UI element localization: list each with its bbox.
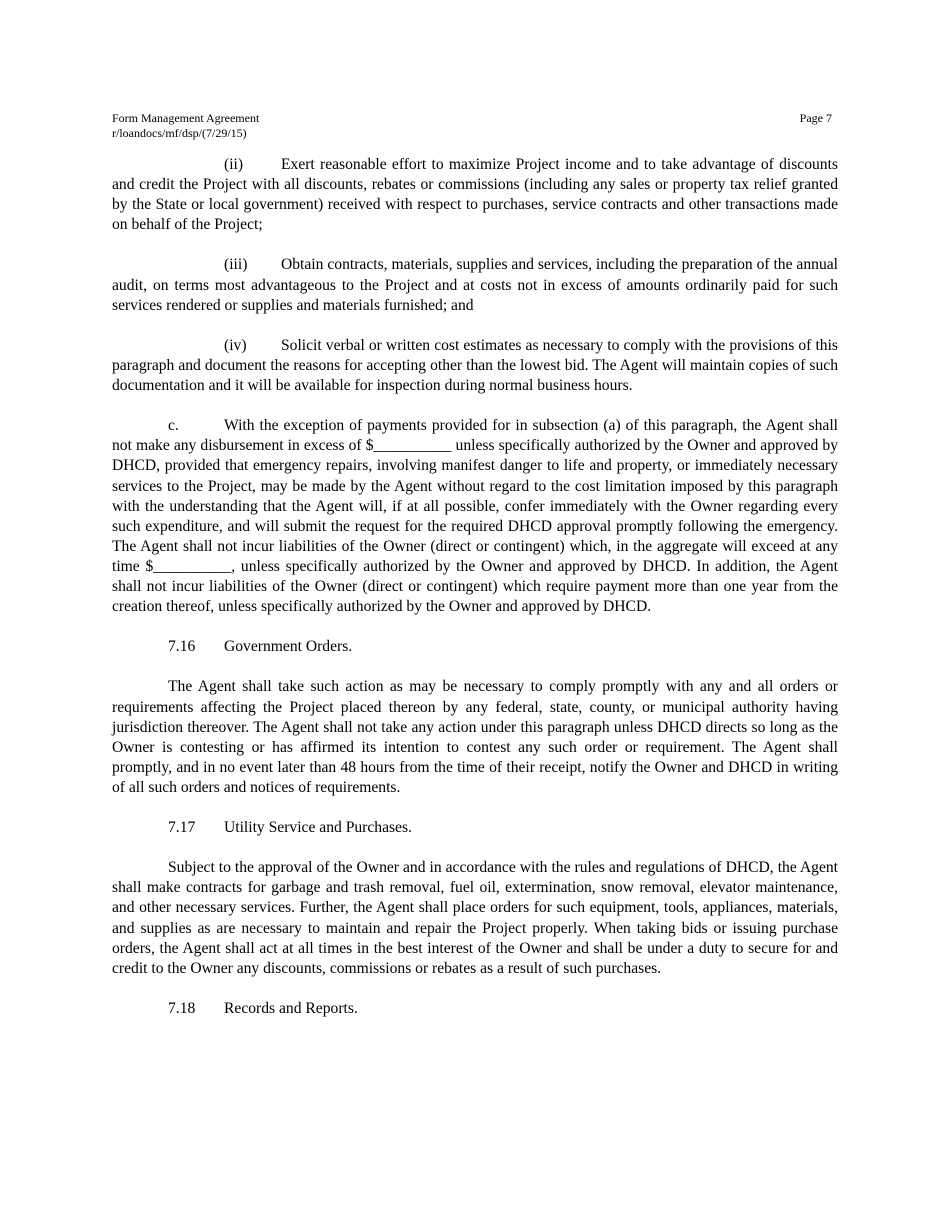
paragraph-iii-number: (iii) xyxy=(224,256,248,274)
paragraph-iii xyxy=(112,255,838,315)
paragraph-c xyxy=(112,416,838,617)
paragraph-iv-number: (iv) xyxy=(224,336,247,354)
section-title-7-17: Utility Service and Purchases. xyxy=(224,819,412,837)
paragraph-c-number: c. xyxy=(168,417,179,435)
paragraph-c-text: With the exception of payments provided for in subsection (a) of this paragraph, the Agent shall not make any disbursement in excess of $__________ unless specifically authorized by the Owner and approved by DHCD, provided that emergency repairs, involving manifest danger to life and property, or immediately necessary services to the Project, may be made by the Agent without regard to the cost limitation imposed by this paragraph with the understanding that the Agent will, if at all possible, confer immediately with the Owner regarding every such expenditure, and will submit the request for the required DHCD approval promptly following the emergency. The Agent shall not incur liabilities of the Owner (direct or contingent) which, in the aggregate will exceed at any time $__________, unless specifically authorized by the Owner and approved by DHCD. In addition, the Agent shall not incur liabilities of the Owner (direct or contingent) which require payment more than one year from the creation thereof, unless specifically authorized by the Owner and approved by DHCD. xyxy=(112,417,838,616)
section-title-7-18: Records and Reports. xyxy=(224,999,358,1017)
paragraph-ii-text: Exert reasonable effort to maximize Project income and to take advantage of discounts and credit the Project with all discounts, rebates or commissions (including any sales or property tax relief granted by the State or local government) received with respect to purchases, service contracts and other transactions made on behalf of the Project; xyxy=(112,156,838,234)
document-reference: r/loandocs/mf/dsp/(7/29/15) xyxy=(112,126,247,140)
section-heading-7-17 xyxy=(112,818,838,838)
paragraph-iii-text: Obtain contracts, materials, supplies and services, including the preparation of the annual audit, on terms most advantageous to the Project and at costs not in excess of amounts ordinarily paid for such services rendered or supplies and materials furnished; and xyxy=(112,256,838,314)
section-heading-7-16 xyxy=(112,637,838,657)
paragraph-ii xyxy=(112,155,838,235)
section-body-7-17: Subject to the approval of the Owner and in accordance with the rules and regulations of DHCD, the Agent shall make contracts for garbage and trash removal, fuel oil, extermination, snow removal, elevator maintenance, and other necessary services. Further, the Agent shall place orders for such equipment, tools, appliances, materials, and supplies as are necessary to maintain and repair the Project properly. When taking bids or issuing purchase orders, the Agent shall act at all times in the best interest of the Owner and shall be under a duty to secure for and credit to the Owner any discounts, commissions or rebates as a result of such purchases. xyxy=(112,859,838,977)
document-title: Form Management Agreement xyxy=(112,111,260,125)
paragraph-ii-number: (ii) xyxy=(224,156,244,173)
document-body xyxy=(112,155,838,1039)
page-header xyxy=(112,111,832,141)
section-number-7-17: 7.17 xyxy=(168,819,196,837)
section-heading-7-18 xyxy=(112,999,838,1019)
section-title-7-16: Government Orders. xyxy=(224,638,353,656)
paragraph-iv-text: Solicit verbal or written cost estimates as necessary to comply with the provisions of this paragraph and document the reasons for accepting other than the lowest bid. The Agent will maintain copies of such documentation and it will be available for inspection during normal business hours. xyxy=(112,336,838,395)
page-number: Page 7 xyxy=(799,111,832,125)
section-number-7-16: 7.16 xyxy=(168,638,196,656)
paragraph-iv xyxy=(112,336,838,396)
section-number-7-18: 7.18 xyxy=(168,999,196,1017)
section-body-7-16: The Agent shall take such action as may be necessary to comply promptly with any and all orders or requirements affecting the Project placed thereon by any federal, state, county, or municipal authority having jurisdiction thereover. The Agent shall not take any action under this paragraph unless DHCD directs so long as the Owner is contesting or has affirmed its intention to contest any such order or requirement. The Agent shall promptly, and in no event later than 48 hours from the time of their receipt, notify the Owner and DHCD in writing of all such orders and notices of requirements. xyxy=(112,678,838,796)
